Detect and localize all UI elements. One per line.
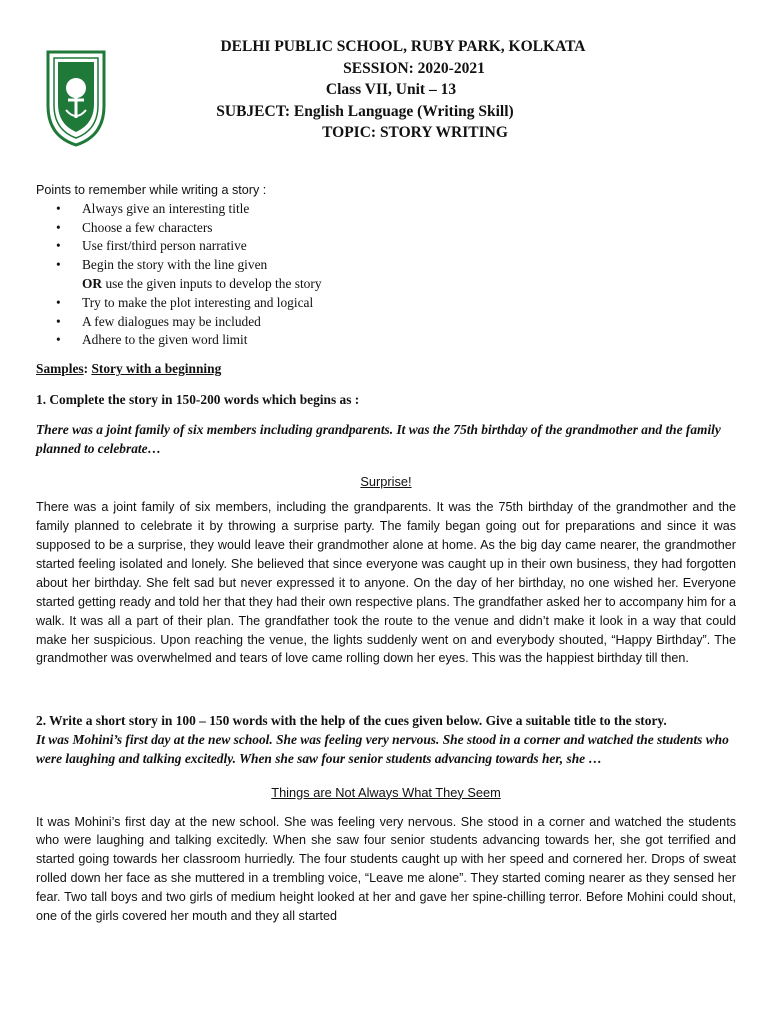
points-list — [36, 200, 736, 350]
bullet: • — [56, 332, 61, 348]
list-item: • A few dialogues may be included — [56, 313, 736, 332]
question-2: 2. Write a short story in 100 – 150 words with the help of the cues given below. Give a suitable title to the story. — [36, 713, 667, 729]
samples-heading: Samples: Story with a beginning — [36, 361, 222, 377]
question-1: 1. Complete the story in 150-200 words which begins as : — [36, 391, 360, 407]
story-1-title: Surprise! — [360, 474, 412, 490]
list-item: • Always give an interesting title — [56, 200, 736, 219]
list-item: • Adhere to the given word limit — [56, 331, 736, 350]
subject: SUBJECT: English Language (Writing Skill) — [216, 102, 514, 120]
bullet: • — [56, 257, 61, 273]
school-logo — [44, 48, 108, 148]
topic: TOPIC: STORY WRITING — [322, 124, 508, 141]
story-2-title: Things are Not Always What They Seem — [271, 784, 501, 800]
bullet: • — [56, 313, 61, 329]
points-intro: Points to remember while writing a story : — [36, 183, 267, 197]
school-name: DELHI PUBLIC SCHOOL, RUBY PARK, KOLKATA — [220, 38, 586, 55]
bullet: • — [56, 238, 61, 254]
story-2-text: It was Mohini’s first day at the new school. She was feeling very nervous. She stood in a corner and watched the students who were laughing and talking excitedly. When she saw four senior students advancing towards her, she got terrified and started going towards her classroom hurriedly. The four students caught up with her speed and cornered her. Drops of sweat rolled down her face as she muttered in a trembling voice, “Leave me alone”. They started coming nearer as they sensed her fear. Two tall boys and two girls of medium height looked at her and gave her spine-chilling terror. Before Mohini could shout, one of the girls covered her mouth and they all started — [36, 814, 736, 924]
bullet: • — [56, 294, 61, 310]
list-item: • Begin the story with the line given OR use the given inputs to develop the story — [56, 256, 736, 294]
bullet: • — [56, 219, 61, 235]
bullet: • — [56, 200, 61, 216]
school-crest-icon — [44, 48, 108, 148]
story-1-text: There was a joint family of six members, including the grandparents. It was the 75th birthday of the grandmother and the family planned to celebrate it by throwing a surprise party. The family began going out for preparations and since it was supposed to be a surprise, they would leave their grandmother alone at home. As the big day came nearer, the grandmother started feeling isolated and lonely. She believed that since everyone was caught up in their own business, they had forgotten about her birthday. She felt sad but never expressed it to anyone. On the day of her birthday, no one wished her. Everyone started getting ready and told her that they had their own respective plans. The grandfather asked her to accompany him for a walk. It was all a part of their plan. The grandfather took the route to the venue and didn’t make it look in a way that could make her suspicious. Upon reaching the venue, the lights suddenly went on and everybody shouted, “Happy Birthday”. The grandmother was overwhelmed and tears of love came rolling down her eyes. This was the happiest birthday till then. — [36, 500, 736, 666]
question-1-cue: There was a joint family of six members including grandparents. It was the 75th birthday of the grandmother and the family planned to celebrate… — [36, 421, 721, 456]
session: SESSION: 2020-2021 — [343, 59, 485, 77]
question-2-cue: It was Mohini’s first day at the new school. She was feeling very nervous. She stood in a corner and watched the students who were laughing and talking excitedly. When she saw four senior students advancing towards her, she … — [36, 732, 729, 766]
list-item: • Use first/third person narrative — [56, 237, 736, 256]
document-body — [36, 181, 736, 926]
class-unit: Class VII, Unit – 13 — [325, 81, 457, 98]
or-line: OR use the given inputs to develop the story — [82, 275, 322, 291]
list-item: • Try to make the plot interesting and logical — [56, 294, 736, 313]
document-header — [120, 36, 650, 144]
list-item: • Choose a few characters — [56, 219, 736, 238]
